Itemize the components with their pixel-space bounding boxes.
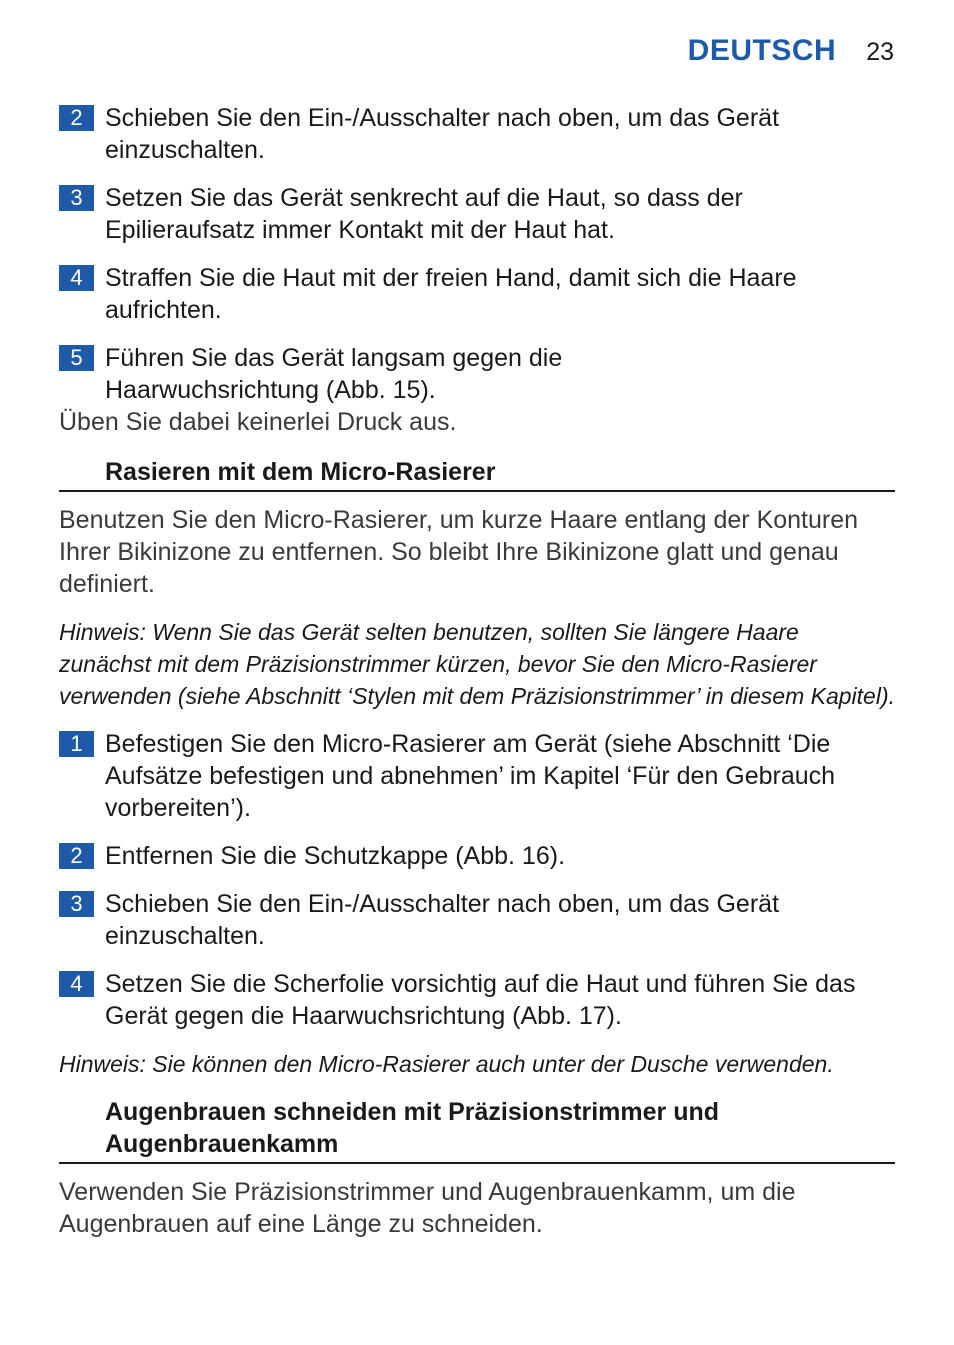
step-text: Führen Sie das Gerät langsam gegen die Haarwuchsrichtung (Abb. 15). — [105, 344, 563, 404]
step-number-badge: 3 — [59, 185, 94, 211]
step-number-badge: 1 — [59, 731, 94, 757]
step-text: Schieben Sie den Ein-/Ausschalter nach oben, um das Gerät einzuschalten. — [105, 104, 780, 164]
step-item — [59, 342, 895, 406]
step-number-badge: 5 — [59, 345, 94, 371]
step-number-badge: 3 — [59, 891, 94, 917]
page-number: 23 — [866, 38, 894, 66]
section-intro-micro-shaver: Benutzen Sie den Micro-Rasierer, um kurze Haare entlang der Konturen Ihrer Bikinizone zu entfernen. So bleibt Ihre Bikinizone glatt und genau definiert. — [59, 506, 859, 598]
step-text: Straffen Sie die Haut mit der freien Hand, damit sich die Haare aufrichten. — [105, 264, 797, 324]
language-label: DEUTSCH — [687, 34, 837, 67]
note-text: Hinweis: Sie können den Micro-Rasierer auch unter der Dusche verwenden. — [59, 1051, 834, 1077]
step-text: Befestigen Sie den Micro-Rasierer am Gerät (siehe Abschnitt ‘Die Aufsätze befestigen und abnehmen’ im Kapitel ‘Für den Gebrauch vorbereiten’). — [105, 730, 836, 822]
step-item — [59, 102, 895, 166]
step-item — [59, 968, 895, 1032]
step-text: Setzen Sie das Gerät senkrecht auf die Haut, so dass der Epilieraufsatz immer Kontakt mit der Haut hat. — [105, 184, 743, 244]
pressure-hint: Üben Sie dabei keinerlei Druck aus. — [59, 408, 457, 436]
step-item — [59, 888, 895, 952]
step-text: Schieben Sie den Ein-/Ausschalter nach oben, um das Gerät einzuschalten. — [105, 890, 780, 950]
step-number-badge: 4 — [59, 265, 94, 291]
section-heading-eyebrows: Augenbrauen schneiden mit Präzisionstrimmer und Augenbrauenkamm — [59, 1096, 895, 1164]
note-text: Hinweis: Wenn Sie das Gerät selten benutzen, sollten Sie längere Haare zunächst mit dem Präzisionstrimmer kürzen, bevor Sie den Micro-Rasierer verwenden (siehe Abschnitt ‘Stylen mit dem Präzisionstrimmer’ in diesem Kapitel). — [59, 619, 895, 709]
step-number-badge: 2 — [59, 843, 94, 869]
page-header — [688, 34, 894, 68]
step-item — [59, 840, 895, 872]
step-number-badge: 2 — [59, 105, 94, 131]
step-item — [59, 182, 895, 246]
step-item — [59, 728, 895, 824]
page-content — [59, 102, 895, 1256]
section-intro-eyebrows: Verwenden Sie Präzisionstrimmer und Augenbrauenkamm, um die Augenbrauen auf eine Länge zu schneiden. — [59, 1178, 796, 1238]
step-item — [59, 262, 895, 326]
step-text: Setzen Sie die Scherfolie vorsichtig auf die Haut und führen Sie das Gerät gegen die Haarwuchsrichtung (Abb. 17). — [105, 970, 856, 1030]
step-number-badge: 4 — [59, 971, 94, 997]
step-text: Entfernen Sie die Schutzkappe (Abb. 16). — [105, 842, 566, 870]
section-heading-micro-shaver: Rasieren mit dem Micro-Rasierer — [59, 456, 895, 492]
